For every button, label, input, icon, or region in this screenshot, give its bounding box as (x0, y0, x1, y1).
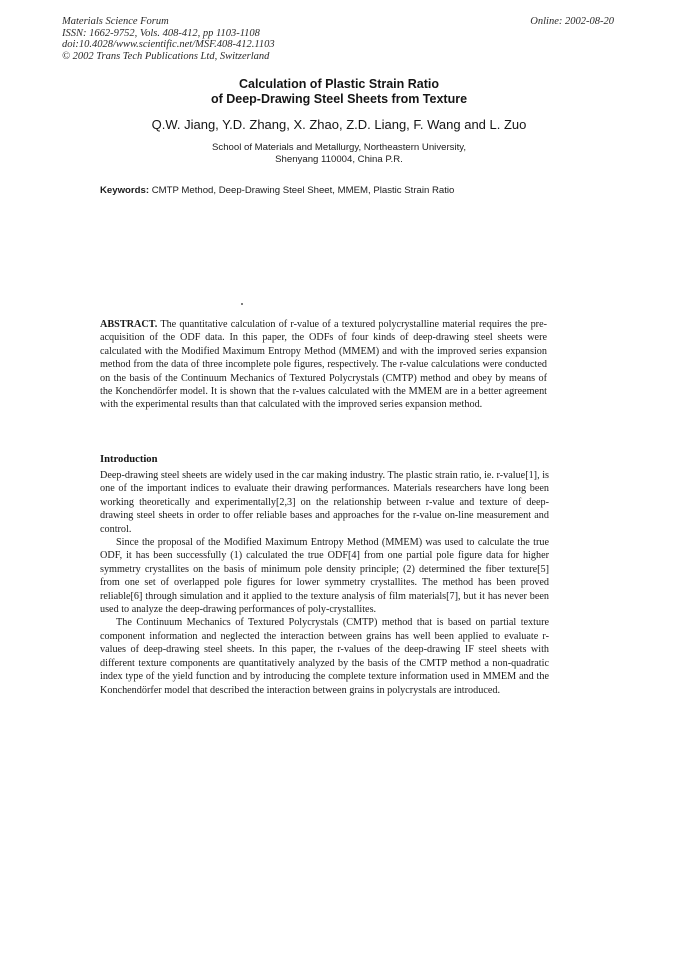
keywords (100, 185, 580, 197)
paper-title (0, 77, 678, 107)
journal-header (62, 16, 275, 62)
title-line-2: of Deep-Drawing Steel Sheets from Texture (210, 92, 468, 106)
issn-line: ISSN: 1662-9752, Vols. 408-412, pp 1103-1108 (62, 27, 260, 39)
affiliation-line-2: Shenyang 110004, China P.R. (275, 154, 403, 165)
abstract-label: ABSTRACT. (100, 319, 158, 330)
keywords-label: Keywords: (100, 185, 150, 196)
stray-dot (241, 303, 243, 305)
introduction-body (100, 469, 549, 697)
abstract (100, 318, 547, 412)
keywords-text: CMTP Method, Deep-Drawing Steel Sheet, MMEM, Plastic Strain Ratio (151, 185, 455, 196)
copyright-line: © 2002 Trans Tech Publications Ltd, Switzerland (62, 50, 270, 62)
title-line-1: Calculation of Plastic Strain Ratio (238, 77, 440, 91)
introduction-heading: Introduction (100, 454, 158, 465)
affiliation-line-1: School of Materials and Metallurgy, Northeastern University, (212, 142, 466, 153)
doi-line: doi:10.4028/www.scientific.net/MSF.408-412.1103 (62, 39, 275, 51)
journal-name: Materials Science Forum (62, 16, 169, 27)
author-list: Q.W. Jiang, Y.D. Zhang, X. Zhao, Z.D. Liang, F. Wang and L. Zuo (151, 117, 527, 132)
intro-paragraph-2: Since the proposal of the Modified Maximum Entropy Method (MMEM) was used to calculate the true ODF, it has been successfully (1) calculated the true ODF[4] from one partial pole figure data for higher symmetry crystallites on the basis of minimum pole density principle; (2) determined the fiber texture[5] from one set of overlapped pole figures for lower symmetry crystallites. The method has been proved reliable[6] through simulation and it applied to the texture analysis of film materials[7], but it has never been used to analyze the deep-drawing performances of poly-crystallites. (100, 537, 549, 616)
affiliation (0, 142, 678, 166)
intro-paragraph-1: Deep-drawing steel sheets are widely used in the car making industry. The plastic strain ratio, ie. r-value[1], is one of the important indices to evaluate their drawing performances. Materials researchers have long been working theoretically and experimentally[2,3] on the relationship between r-value and texture of deep-drawing steel sheets in order to offer reliable bases and approaches for the r-value on-line measurement and control. (100, 470, 549, 535)
intro-paragraph-3: The Continuum Mechanics of Textured Polycrystals (CMTP) method that is based on partial texture component information and neglected the interaction between grains has well been applied to evaluate r-values of deep-drawing steel sheets. In this paper, the r-values of the deep-drawing IF steel sheets with different texture components are quantitatively analyzed by the basis of the CMTP method a non-quadratic index type of the yield function and by introducing the complete texture information used in MMEM and the Konchendörfer model that described the interaction between grains in polycrystals are introduced. (100, 617, 549, 696)
abstract-text: The quantitative calculation of r-value of a textured polycrystalline material requires the pre-acquisition of the ODF data. In this paper, the ODFs of four kinds of deep-drawing steel sheets were calculated with the Modified Maximum Entropy Method (MMEM) and with the improved series expansion method from the data of three incomplete pole figures, respectively. The r-value calculations were conducted on the basis of the Continuum Mechanics of Textured Polycrystals (CMTP) method and obey by means of the Konchendörfer model. It is shown that the r-values calculated with the MMEM are in a better agreement with the experimental results than that calculated with the improved series expansion method. (100, 319, 547, 411)
online-date: Online: 2002-08-20 (530, 16, 614, 27)
